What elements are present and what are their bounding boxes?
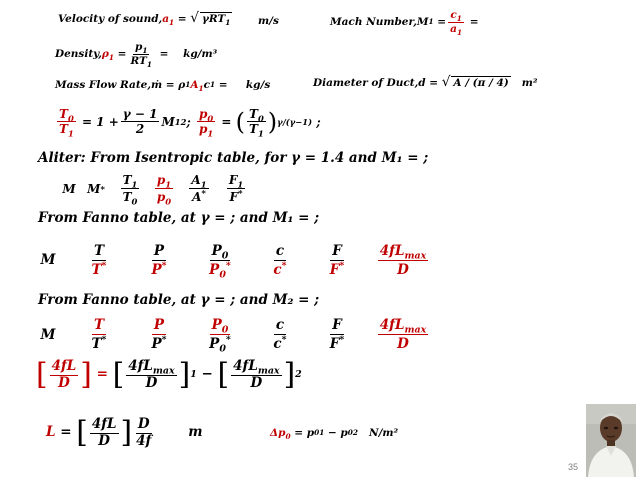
fanno2-col-p0: $\frac{P_0}{P_0^*}$ [209,316,231,355]
diameter-label: Diameter of Duct, [313,76,419,89]
velocity-formula: Velocity of sound, $a_1$ = √ γRT$_1$ [58,10,231,28]
fanno1-col-t: $\frac{T}{T^*}$ [91,242,107,278]
density-unit: kg/m³ [183,47,218,60]
mass-flow-formula: Mass Flow Rate, ṁ = ρ 1 $A_1$ c 1 = kg/s [55,79,271,94]
mach-label: Mach Number, [330,15,417,28]
col-p-ratio: $\frac{p_1}{p_0}$ [156,172,172,206]
col-a-ratio: $\frac{A_1}{A^*}$ [191,172,207,204]
fanno1-col-p0: $\frac{P_0}{P_0^*}$ [209,242,231,281]
mass-flow-label: Mass Flow Rate, [55,79,152,91]
fanno2-col-t: $\frac{T}{T^*}$ [91,316,107,352]
col-m: M [62,182,76,196]
fanno1-col-m: M [40,252,56,268]
fanno2-col-friction: $\frac{4fL_{max}}{D}$ [379,316,427,352]
fanno1-col-c: $\frac{c}{c^*}$ [273,242,287,278]
fanno1-col-f: $\frac{F}{F^*}$ [329,242,345,278]
fanno2-col-m: M [40,327,56,343]
mach-formula: Mach Number, M 1 = $\frac{c_1}{a_1}$ = [330,9,479,37]
fanno1-col-p: $\frac{P}{P^*}$ [151,242,167,278]
density-formula: Density, $\rho_1$ = $\frac{p_1}{RT_1}$ = kg/m³ [55,41,218,69]
fanno1-col-friction: $\frac{4fL_{max}}{D}$ [379,242,427,278]
pressure-loss-equation: $\Delta p_0$ = p 01 − p 02 N/m² [270,427,399,442]
density-label: Density, [55,47,102,60]
fanno2-col-f: $\frac{F}{F^*}$ [329,316,345,352]
fanno2-col-p: $\frac{P}{P^*}$ [151,316,167,352]
presenter-photo [586,404,636,477]
duct-length-equation: L = [ $\frac{4fL}{D}$ ] $\frac{D}{4f}$ m [46,415,203,451]
mass-flow-unit: kg/s [245,79,271,91]
diameter-unit: m² [521,76,538,89]
velocity-label: Velocity of sound, [58,12,163,25]
fanno-table-line-1: From Fanno table, at γ = ; and M₁ = ; [38,210,320,226]
friction-length-equation: [ $\frac{4fL}{D}$ ] = [ $\frac{4fL_{max}}{D}$ ] 1 − [ $\frac{4fL_{max}}{D}$ ] 2 [36,357,302,393]
page-number: 35 [568,462,579,472]
col-t-ratio: $\frac{T_1}{T_0}$ [122,172,138,206]
diameter-formula: Diameter of Duct, d = √ A / (π / 4) m² [313,74,538,90]
col-f-ratio: $\frac{F_1}{F^*}$ [228,172,244,204]
isentropic-table-line: Aliter: From Isentropic table, for γ = 1.4 and M₁ = ; [38,150,429,166]
fanno2-col-c: $\frac{c}{c^*}$ [273,316,287,352]
pressure-loss-unit: N/m² [368,427,399,439]
length-unit: m [188,424,203,441]
isentropic-relations: $\frac{T_0}{T_1}$ = 1 + $\frac{\gamma - 1}{2}$ M 1 2 ; $\frac{p_0}{p_1}$ = ( $\frac{T_0}{T_1}$ ) γ/(γ−1) ; [59,107,321,139]
fanno-table-line-2: From Fanno table, at γ = ; and M₂ = ; [38,292,320,308]
col-m-star: M * [87,182,105,196]
velocity-unit: m/s [258,15,279,27]
